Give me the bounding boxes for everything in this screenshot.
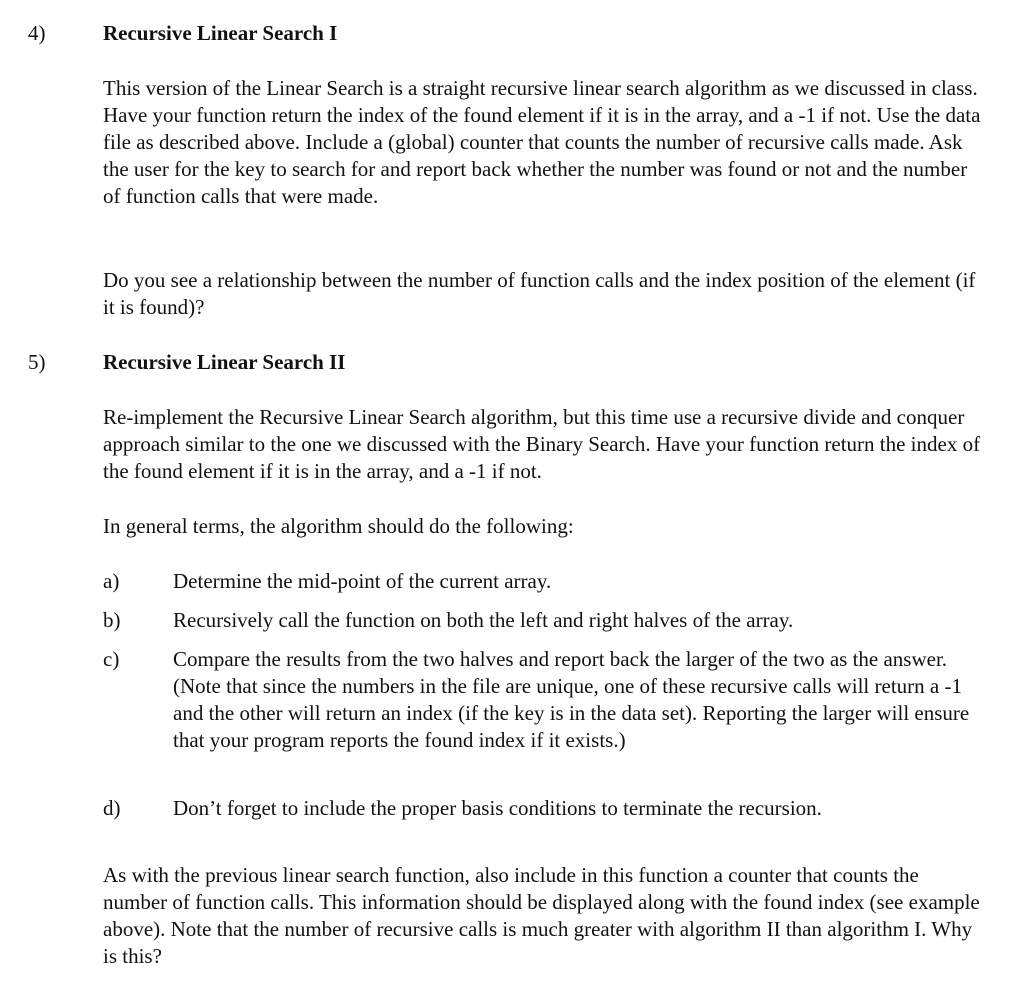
step-a-text: Determine the mid-point of the current array. — [173, 569, 552, 593]
section-5-paragraph-2: In general terms, the algorithm should do the following: — [103, 514, 574, 538]
section-4-number: 4) — [28, 21, 46, 45]
step-b-text: Recursively call the function on both the left and right halves of the array. — [173, 608, 794, 632]
section-5-paragraph-3: As with the previous linear search function, also include in this function a counter that counts the number of function calls. This information should be displayed along with the found index (see example above). Note that the number of recursive calls is much greater with algorithm II than algorithm I. Why is this? — [103, 863, 980, 968]
step-a-letter: a) — [103, 569, 120, 593]
step-d-text: Don’t forget to include the proper basis conditions to terminate the recursion. — [173, 796, 822, 820]
section-5-number: 5) — [28, 350, 46, 374]
step-c-letter: c) — [103, 647, 120, 671]
section-4-title: Recursive Linear Search I — [103, 21, 338, 45]
section-4-paragraph-2: Do you see a relationship between the number of function calls and the index position of the element (if it is found)? — [103, 268, 976, 319]
section-5-title: Recursive Linear Search II — [103, 350, 346, 374]
step-b-letter: b) — [103, 608, 121, 632]
step-d-letter: d) — [103, 796, 121, 820]
section-4-paragraph-1: This version of the Linear Search is a straight recursive linear search algorithm as we discussed in class. Have your function return the index of the found element if it is in the array, and a -1 if not. Use the data file as described above. Include a (global) counter that counts the number of recursive calls made. Ask the user for the key to search for and report back whether the number was found or not and the number of function calls that were made. — [103, 76, 981, 208]
section-5-paragraph-1: Re-implement the Recursive Linear Search algorithm, but this time use a recursive divide and conquer approach similar to the one we discussed with the Binary Search. Have your function return the index of the found element if it is in the array, and a -1 if not. — [103, 405, 981, 483]
step-c-text: Compare the results from the two halves and report back the larger of the two as the answer. (Note that since the numbers in the file are unique, one of these recursive calls will return a -1 and the other will return an index (if the key is in the data set). Reporting the larger will ensure that your program reports the found index if it exists.) — [173, 647, 970, 752]
